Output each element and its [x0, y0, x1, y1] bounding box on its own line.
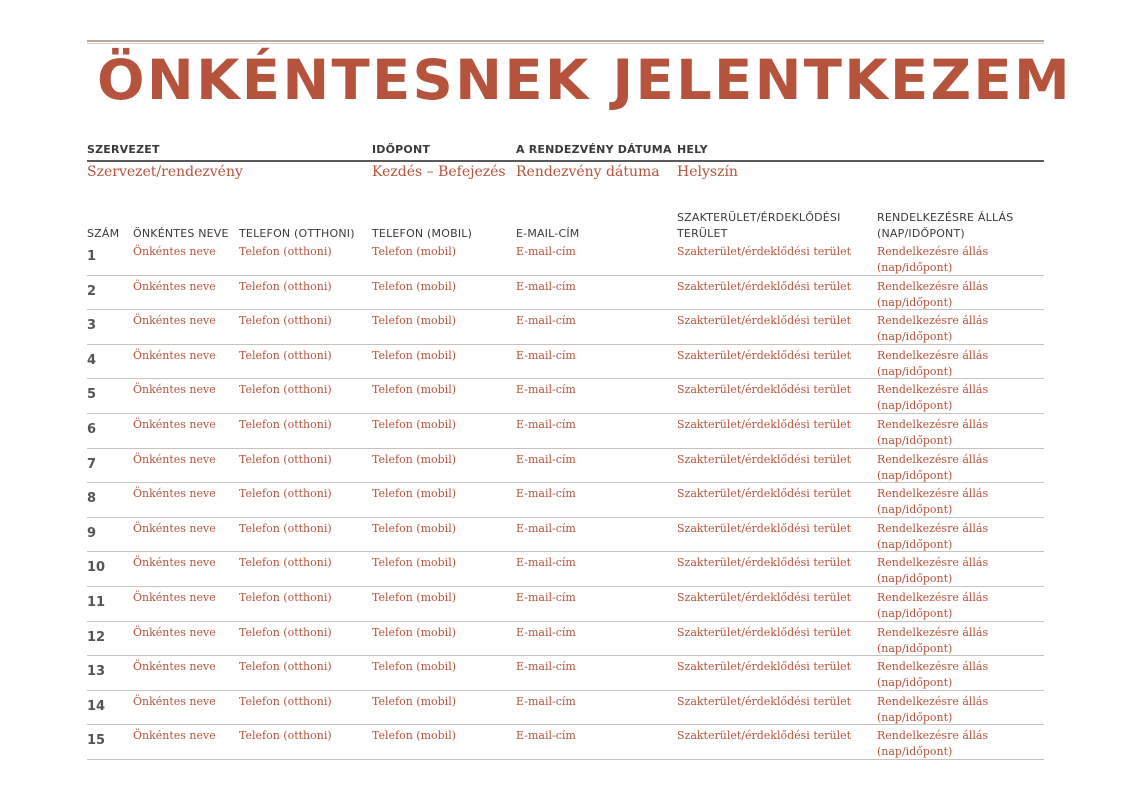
- phone-home-field[interactable]: Telefon (otthoni): [239, 348, 332, 362]
- phone-mobile-field[interactable]: Telefon (mobil): [372, 452, 457, 466]
- phone-home-field[interactable]: Telefon (otthoni): [239, 314, 332, 328]
- event-date-field[interactable]: Rendezvény dátuma: [516, 164, 660, 180]
- time-field[interactable]: Kezdés – Befejezés: [372, 164, 506, 180]
- phone-mobile-field[interactable]: Telefon (mobil): [372, 383, 457, 397]
- header-area: SZAKTERÜLET/ÉRDEKLŐDÉSI TERÜLET: [677, 211, 841, 240]
- table-row: [87, 587, 1044, 622]
- page-title[interactable]: ÖNKÉNTESNEK JELENTKEZEM: [97, 48, 1073, 113]
- header-phone-mobile: TELEFON (MOBIL): [372, 227, 473, 240]
- header-phone-home: TELEFON (OTTHONI): [239, 227, 355, 240]
- email-field[interactable]: E-mail-cím: [516, 383, 576, 397]
- email-field[interactable]: E-mail-cím: [516, 348, 576, 362]
- availability-field[interactable]: Rendelkezésre állás (nap/időpont): [877, 729, 989, 759]
- phone-home-field[interactable]: Telefon (otthoni): [239, 590, 332, 604]
- phone-mobile-field[interactable]: Telefon (mobil): [372, 625, 457, 639]
- area-field[interactable]: Szakterület/érdeklődési terület: [677, 590, 852, 604]
- volunteer-name-field[interactable]: Önkéntes neve: [133, 348, 216, 362]
- area-field[interactable]: Szakterület/érdeklődési terület: [677, 452, 852, 466]
- top-rule: [87, 40, 1044, 42]
- row-number: 14: [87, 698, 106, 714]
- volunteer-name-field[interactable]: Önkéntes neve: [133, 417, 216, 431]
- volunteer-name-field[interactable]: Önkéntes neve: [133, 245, 216, 258]
- volunteer-name-field[interactable]: Önkéntes neve: [133, 660, 216, 674]
- location-field[interactable]: Helyszín: [677, 164, 738, 180]
- table-row: [87, 656, 1044, 691]
- header-number: SZÁM: [87, 227, 120, 240]
- row-number: 7: [87, 456, 97, 472]
- phone-home-field[interactable]: Telefon (otthoni): [239, 245, 332, 258]
- row-number: 9: [87, 525, 97, 541]
- availability-field[interactable]: Rendelkezésre állás (nap/időpont): [877, 452, 989, 482]
- email-field[interactable]: E-mail-cím: [516, 487, 576, 501]
- table-row: [87, 483, 1044, 518]
- email-field[interactable]: E-mail-cím: [516, 521, 576, 535]
- availability-field[interactable]: Rendelkezésre állás (nap/időpont): [877, 556, 989, 586]
- volunteer-name-field[interactable]: Önkéntes neve: [133, 383, 216, 397]
- location-label: HELY: [677, 143, 708, 156]
- volunteer-name-field[interactable]: Önkéntes neve: [133, 556, 216, 570]
- volunteer-name-field[interactable]: Önkéntes neve: [133, 314, 216, 328]
- availability-field[interactable]: Rendelkezésre állás (nap/időpont): [877, 660, 989, 690]
- volunteer-name-field[interactable]: Önkéntes neve: [133, 279, 216, 293]
- phone-mobile-field[interactable]: Telefon (mobil): [372, 417, 457, 431]
- table-row: [87, 518, 1044, 553]
- row-number: 1: [87, 249, 97, 264]
- table-row: [87, 379, 1044, 414]
- table-row: [87, 622, 1044, 657]
- time-label: IDŐPONT: [372, 143, 431, 156]
- table-row: [87, 449, 1044, 484]
- organization-field[interactable]: Szervezet/rendezvény: [87, 164, 243, 180]
- availability-field[interactable]: Rendelkezésre állás (nap/időpont): [877, 625, 989, 655]
- phone-home-field[interactable]: Telefon (otthoni): [239, 694, 332, 708]
- row-number: 11: [87, 594, 106, 610]
- email-field[interactable]: E-mail-cím: [516, 279, 576, 293]
- table-row: [87, 691, 1044, 726]
- volunteer-table: [87, 241, 1044, 760]
- phone-mobile-field[interactable]: Telefon (mobil): [372, 660, 457, 674]
- email-field[interactable]: E-mail-cím: [516, 556, 576, 570]
- email-field[interactable]: E-mail-cím: [516, 417, 576, 431]
- area-field[interactable]: Szakterület/érdeklődési terület: [677, 729, 852, 743]
- area-field[interactable]: Szakterület/érdeklődési terület: [677, 348, 852, 362]
- phone-mobile-field[interactable]: Telefon (mobil): [372, 521, 457, 535]
- table-row: [87, 276, 1044, 311]
- area-field[interactable]: Szakterület/érdeklődési terület: [677, 660, 852, 674]
- phone-home-field[interactable]: Telefon (otthoni): [239, 487, 332, 501]
- row-number: 2: [87, 283, 97, 299]
- phone-mobile-field[interactable]: Telefon (mobil): [372, 314, 457, 328]
- availability-field[interactable]: Rendelkezésre állás (nap/időpont): [877, 245, 989, 274]
- email-field[interactable]: E-mail-cím: [516, 452, 576, 466]
- phone-mobile-field[interactable]: Telefon (mobil): [372, 729, 457, 743]
- area-field[interactable]: Szakterület/érdeklődési terület: [677, 521, 852, 535]
- area-field[interactable]: Szakterület/érdeklődési terület: [677, 245, 852, 258]
- phone-home-field[interactable]: Telefon (otthoni): [239, 625, 332, 639]
- row-number: 3: [87, 318, 97, 334]
- phone-home-field[interactable]: Telefon (otthoni): [239, 729, 332, 743]
- area-field[interactable]: Szakterület/érdeklődési terület: [677, 417, 852, 431]
- top-rule-thin: [87, 43, 1044, 44]
- phone-mobile-field[interactable]: Telefon (mobil): [372, 590, 457, 604]
- email-field[interactable]: E-mail-cím: [516, 625, 576, 639]
- row-number: 6: [87, 421, 97, 437]
- row-number: 10: [87, 560, 106, 576]
- phone-mobile-field[interactable]: Telefon (mobil): [372, 348, 457, 362]
- row-number: 12: [87, 629, 106, 645]
- area-field[interactable]: Szakterület/érdeklődési terület: [677, 314, 852, 328]
- email-field[interactable]: E-mail-cím: [516, 314, 576, 328]
- phone-mobile-field[interactable]: Telefon (mobil): [372, 556, 457, 570]
- volunteer-name-field[interactable]: Önkéntes neve: [133, 487, 216, 501]
- availability-field[interactable]: Rendelkezésre állás (nap/időpont): [877, 487, 989, 517]
- phone-home-field[interactable]: Telefon (otthoni): [239, 383, 332, 397]
- volunteer-name-field[interactable]: Önkéntes neve: [133, 694, 216, 708]
- email-field[interactable]: E-mail-cím: [516, 694, 576, 708]
- availability-field[interactable]: Rendelkezésre állás (nap/időpont): [877, 521, 989, 551]
- phone-home-field[interactable]: Telefon (otthoni): [239, 556, 332, 570]
- availability-field[interactable]: Rendelkezésre állás (nap/időpont): [877, 383, 989, 413]
- meta-divider: [87, 160, 1044, 162]
- row-number: 4: [87, 352, 97, 368]
- availability-field[interactable]: Rendelkezésre állás (nap/időpont): [877, 348, 989, 378]
- email-field[interactable]: E-mail-cím: [516, 729, 576, 743]
- availability-field[interactable]: Rendelkezésre állás (nap/időpont): [877, 279, 989, 309]
- volunteer-name-field[interactable]: Önkéntes neve: [133, 729, 216, 743]
- header-email: E-MAIL-CÍM: [516, 227, 580, 240]
- event-date-label: A RENDEZVÉNY DÁTUMA: [516, 143, 672, 156]
- phone-home-field[interactable]: Telefon (otthoni): [239, 279, 332, 293]
- email-field[interactable]: E-mail-cím: [516, 660, 576, 674]
- email-field[interactable]: E-mail-cím: [516, 245, 576, 258]
- table-row: [87, 241, 1044, 276]
- header-availability: RENDELKEZÉSRE ÁLLÁS (NAP/IDŐPONT): [877, 211, 1014, 240]
- row-number: 5: [87, 387, 97, 403]
- availability-field[interactable]: Rendelkezésre állás (nap/időpont): [877, 417, 989, 447]
- area-field[interactable]: Szakterület/érdeklődési terület: [677, 556, 852, 570]
- table-row: [87, 552, 1044, 587]
- area-field[interactable]: Szakterület/érdeklődési terület: [677, 694, 852, 708]
- volunteer-name-field[interactable]: Önkéntes neve: [133, 625, 216, 639]
- row-number: 15: [87, 733, 106, 749]
- area-field[interactable]: Szakterület/érdeklődési terület: [677, 625, 852, 639]
- phone-mobile-field[interactable]: Telefon (mobil): [372, 694, 457, 708]
- email-field[interactable]: E-mail-cím: [516, 590, 576, 604]
- table-row: [87, 725, 1044, 760]
- volunteer-name-field[interactable]: Önkéntes neve: [133, 521, 216, 535]
- phone-mobile-field[interactable]: Telefon (mobil): [372, 279, 457, 293]
- phone-home-field[interactable]: Telefon (otthoni): [239, 521, 332, 535]
- area-field[interactable]: Szakterület/érdeklődési terület: [677, 279, 852, 293]
- table-row: [87, 345, 1044, 380]
- availability-field[interactable]: Rendelkezésre állás (nap/időpont): [877, 314, 989, 344]
- row-number: 13: [87, 664, 106, 680]
- phone-mobile-field[interactable]: Telefon (mobil): [372, 487, 457, 501]
- phone-home-field[interactable]: Telefon (otthoni): [239, 417, 332, 431]
- area-field[interactable]: Szakterület/érdeklődési terület: [677, 383, 852, 397]
- availability-field[interactable]: Rendelkezésre állás (nap/időpont): [877, 590, 989, 620]
- header-name: ÖNKÉNTES NEVE: [133, 227, 229, 240]
- phone-mobile-field[interactable]: Telefon (mobil): [372, 245, 457, 258]
- phone-home-field[interactable]: Telefon (otthoni): [239, 660, 332, 674]
- volunteer-name-field[interactable]: Önkéntes neve: [133, 452, 216, 466]
- organization-label: SZERVEZET: [87, 143, 160, 156]
- row-number: 8: [87, 491, 97, 507]
- area-field[interactable]: Szakterület/érdeklődési terület: [677, 487, 852, 501]
- phone-home-field[interactable]: Telefon (otthoni): [239, 452, 332, 466]
- availability-field[interactable]: Rendelkezésre állás (nap/időpont): [877, 694, 989, 724]
- volunteer-name-field[interactable]: Önkéntes neve: [133, 590, 216, 604]
- table-row: [87, 310, 1044, 345]
- table-row: [87, 414, 1044, 449]
